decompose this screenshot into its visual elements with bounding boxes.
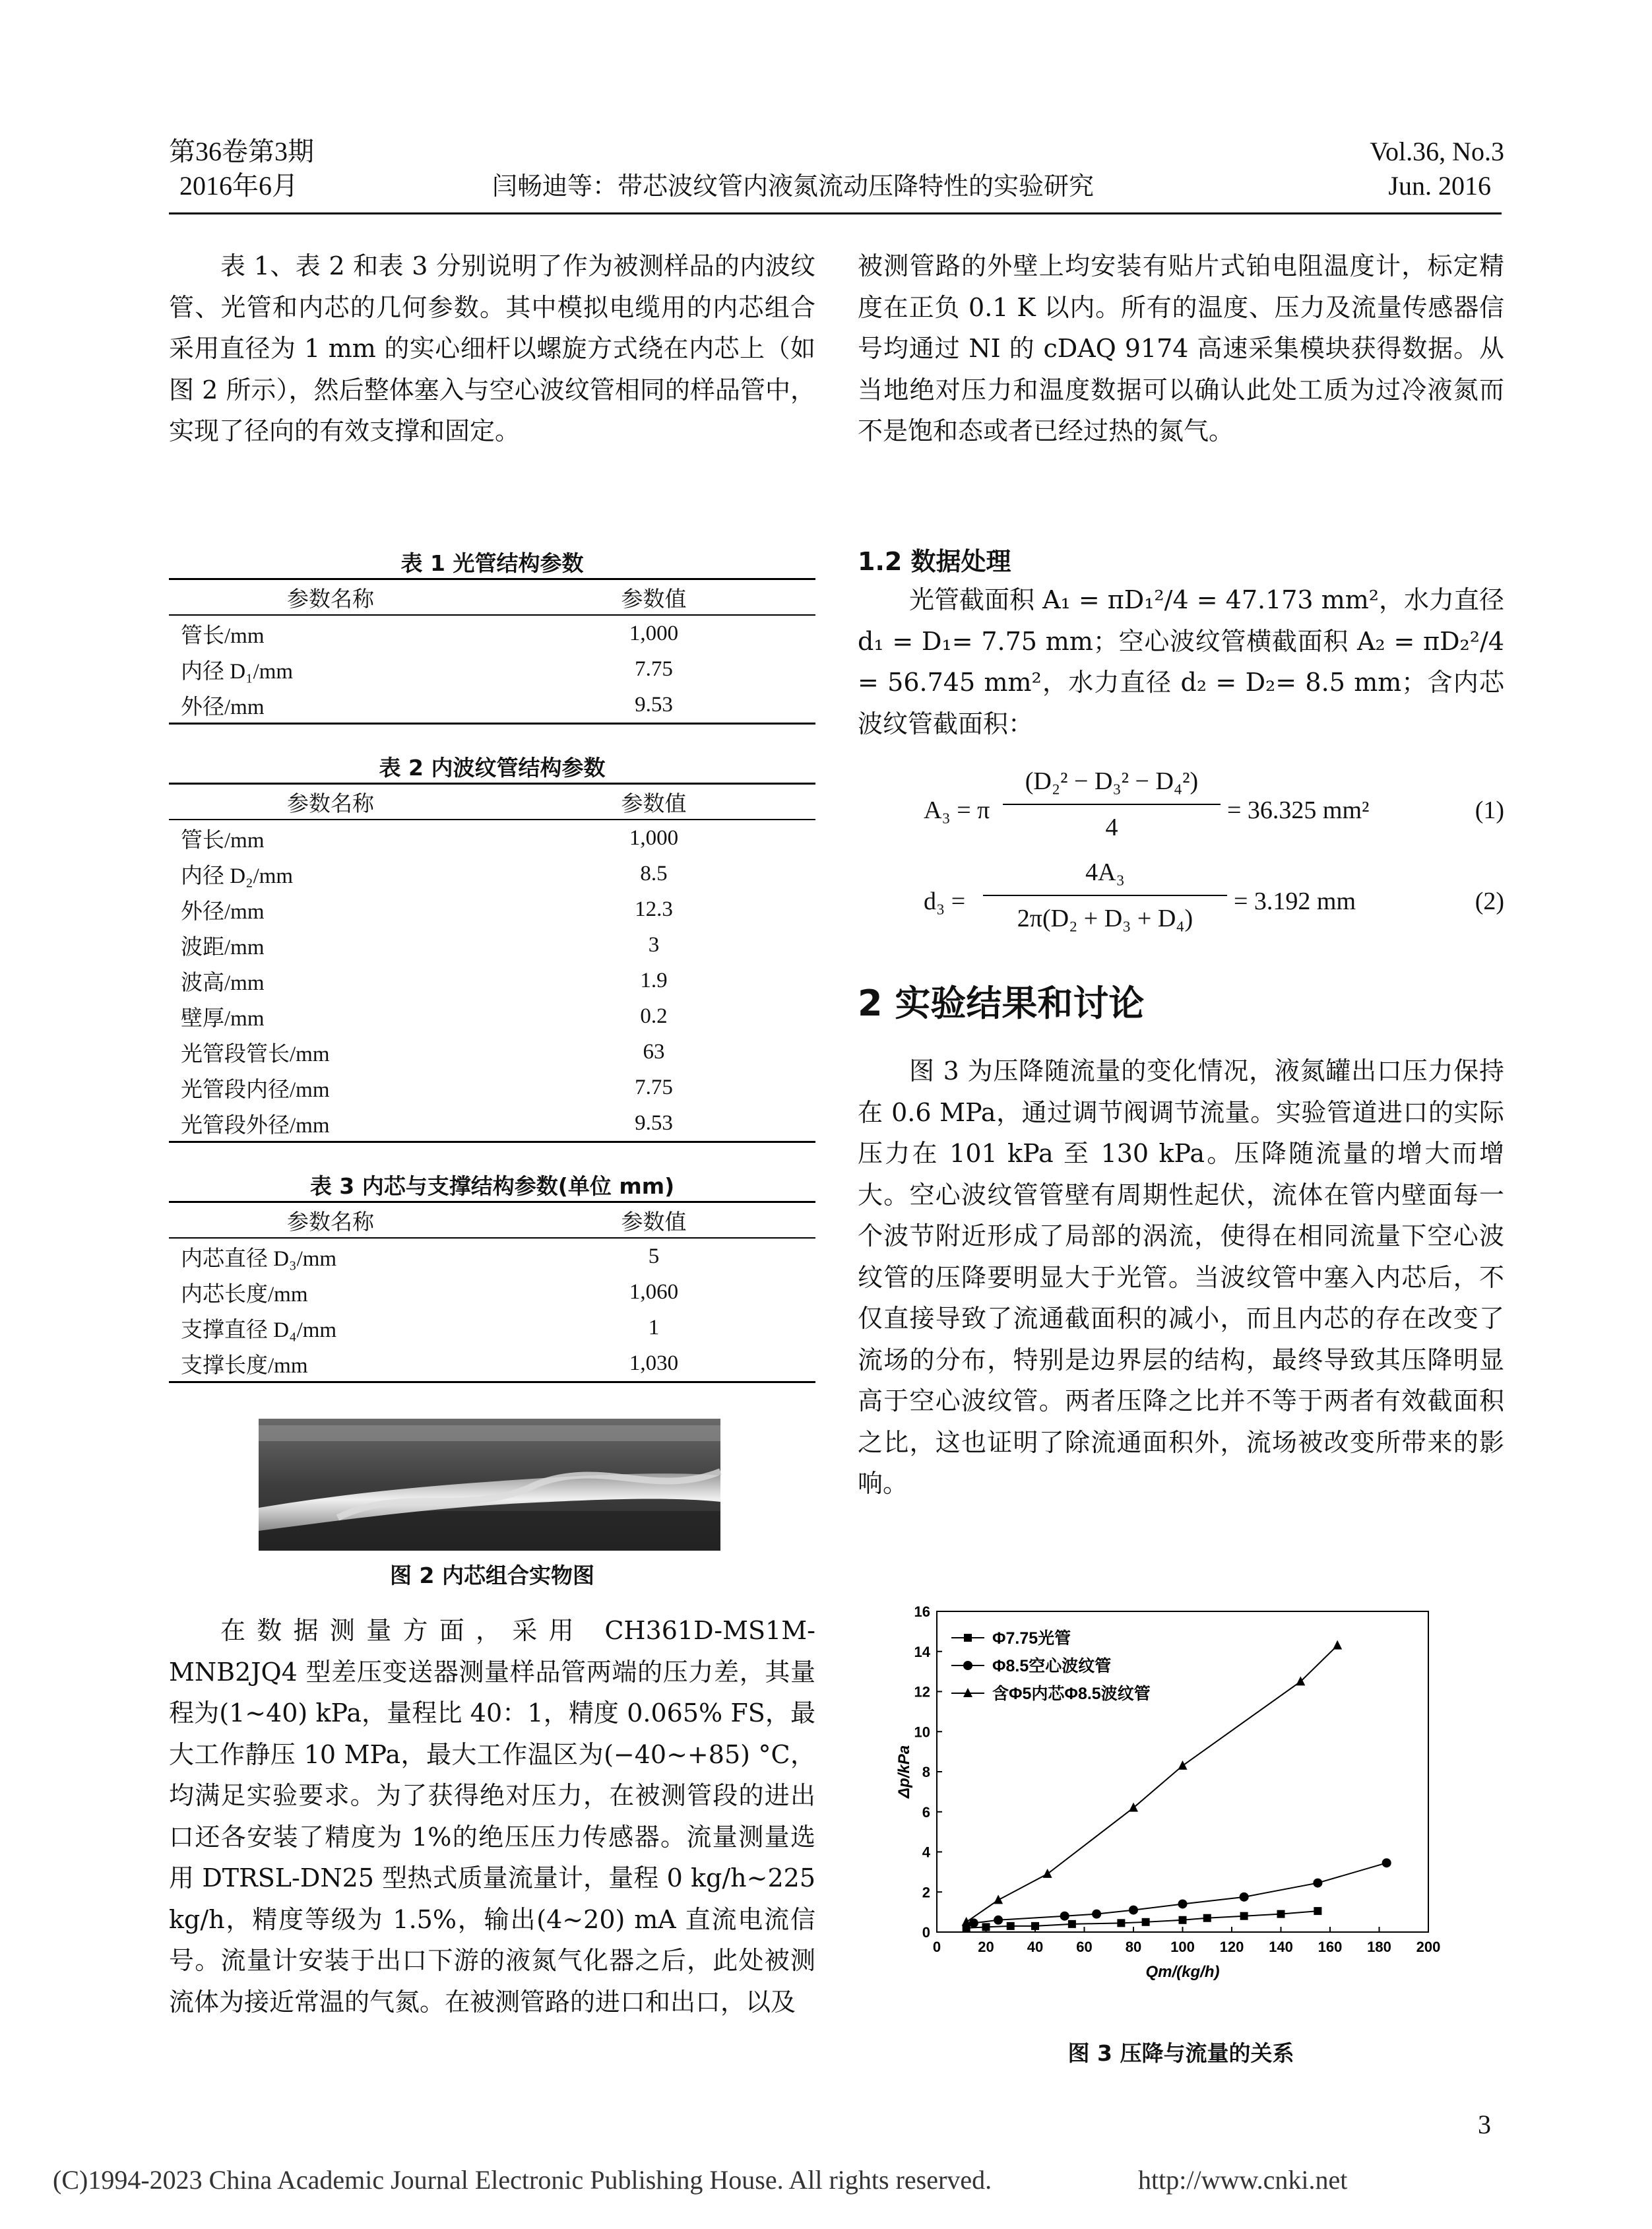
legend-label: Φ7.75光管 [992,1629,1071,1648]
table2-header-value: 参数值 [492,784,815,820]
data-point [1092,1910,1101,1919]
x-tick-label: 200 [1416,1939,1441,1955]
x-axis-label: Qm/(kg/h) [1145,1963,1220,1981]
data-point [1129,1803,1138,1812]
table-row: 外径/mm 12.3 [181,897,673,924]
table2-caption: 表 2 内波纹管结构参数 [379,755,606,781]
table1-caption: 表 1 光管结构参数 [400,550,584,576]
legend-marker [963,1661,972,1670]
data-point [1203,1914,1211,1922]
y-tick-label: 0 [922,1924,930,1941]
header-volume: 第36卷第3期 [169,137,314,166]
x-tick-label: 140 [1269,1939,1293,1955]
table-2 [169,783,815,1143]
x-tick-label: 40 [1027,1939,1044,1955]
table-row: 壁厚/mm 0.2 [181,1004,668,1031]
cnki-url: http://www.cnki.net [1138,2165,1348,2195]
legend-label: 含Φ5内芯Φ8.5波纹管 [992,1685,1151,1703]
y-tick-label: 2 [922,1884,930,1901]
table-row: 光管段外径/mm 9.53 [169,1105,815,1142]
table-row: 内芯直径 D₃/mm 5 [181,1244,660,1271]
y-tick-label: 10 [914,1724,930,1741]
series-line-2 [974,1863,1387,1923]
data-point [1178,1761,1188,1770]
table-row: 光管段内径/mm 7.75 [181,1075,673,1102]
data-point [994,1894,1003,1904]
data-point [1031,1922,1039,1930]
data-point [1240,1892,1249,1902]
table-row: 波距/mm 3 [181,932,660,959]
y-axis-label: Δp/kPa [895,1745,913,1799]
y-tick-label: 12 [914,1683,930,1700]
table-row: 光管段管长/mm 63 [181,1039,665,1066]
core-assembly-photo [259,1419,720,1551]
legend-label: Φ8.5空心波纹管 [992,1657,1112,1675]
table-row: 外径/mm 9.53 [169,687,815,724]
data-point [1179,1916,1187,1924]
table-row: 管长/mm 1,000 [181,621,679,648]
header-volume-en: Vol.36, No.3 [1370,137,1504,166]
table-row: 波高/mm 1.9 [181,968,668,995]
figure3-caption: 图 3 压降与流量的关系 [1067,2040,1294,2066]
data-point [1277,1910,1285,1918]
table-row: 支撑直径 D₄/mm 1 [181,1315,660,1342]
right-paragraph-2: 光管截面积 A₁ = πD₁²/4 = 47.173 mm²，水力直径 d₁ = D₁= 7.75 mm；空心波纹管横截面积 A₂ = πD₂²/4 = 56.745 mm²，水力直径 d₂ = D₂= 8.5 mm；含内芯波纹管截面积： [858,585,1504,738]
y-tick-label: 16 [914,1603,930,1620]
table-row: 内径 D₂/mm 8.5 [181,861,668,888]
table1-header-value: 参数值 [492,579,815,616]
y-tick-label: 6 [922,1803,930,1821]
data-point [1060,1912,1069,1921]
table-row: 内芯长度/mm 1,060 [181,1279,679,1307]
data-point [1142,1918,1150,1926]
right-paragraph-1: 被测管路的外壁上均安装有贴片式铂电阻温度计，标定精度在正负 0.1 K 以内。所有的温度、压力及流量传感器信号均通过 NI 的 cDAQ 9174 高速采集模块获得数据。从当地绝对压力和温度数据可以确认此处工质为过冷液氮而不是饱和态或者已经过热的氮气。 [858,251,1504,445]
data-point [1240,1912,1248,1920]
data-point [1007,1922,1015,1930]
table-row: 内径 D₁/mm 7.75 [181,657,673,684]
header-date: 2016年6月 [179,171,298,201]
left-paragraph-1: 表 1、表 2 和表 3 分别说明了作为被测样品的内波纹管、光管和内芯的几何参数。其中模拟电缆用的内芯组合采用直径为 1 mm 的实心细杆以螺旋方式绕在内芯上（如图 2 所示），然后整体塞入与空心波纹管相同的样品管中，实现了径向的有效支撑和固定。 [169,251,815,445]
x-tick-label: 180 [1367,1939,1391,1955]
y-tick-label: 8 [922,1764,930,1780]
data-point [1333,1640,1342,1650]
table-row: 管长/mm 1,000 [181,825,679,853]
x-tick-label: 20 [978,1939,994,1955]
table1-header-name: 参数名称 [169,579,492,616]
data-point [1382,1858,1391,1867]
data-point [1178,1899,1188,1908]
x-tick-label: 80 [1125,1939,1142,1955]
pressure-drop-chart [897,1597,1451,1999]
section-1-2-heading: 1.2 数据处理 [858,547,1011,576]
section-2-heading: 2 实验结果和讨论 [858,983,1145,1024]
equation-1: A₃ = π (D₂² − D₃² − D₄²) 4 = 36.325 mm² (1) [924,767,1504,841]
data-point [982,1923,990,1931]
legend-marker [964,1634,972,1642]
x-tick-label: 120 [1219,1939,1244,1955]
right-paragraph-3: 图 3 为压降随流量的变化情况，液氮罐出口压力保持在 0.6 MPa，通过调节阀调节流量。实验管道进口的实际压力在 101 kPa 至 130 kPa。压降随流量的增大而增大。空心波纹管管壁有周期性起伏，流体在管内壁面每一个波节附近形成了局部的涡流，使得在相同流量下空心波纹管的压降要明显大于光管。当波纹管中塞入内芯后，不仅直接导致了流通截面积的减小，而且内芯的存在改变了流场的分布，特别是边界层的结构，最终导致其压降明显高于空心波纹管。两者压降之比并不等于两者有效截面积之比，这也证明了除流通面积外，流场被改变所带来的影响。 [858,1056,1504,1498]
data-point [994,1916,1003,1925]
x-tick-label: 100 [1170,1939,1195,1955]
y-tick-label: 14 [914,1643,930,1660]
header-date-en: Jun. 2016 [1388,171,1491,201]
table-row: 支撑长度/mm 1,030 [169,1345,815,1382]
table3-header-value: 参数值 [492,1202,815,1239]
copyright-notice: (C)1994-2023 China Academic Journal Electronic Publishing House. All rights reserved. [53,2165,992,2195]
data-point [1117,1919,1125,1927]
running-title: 闫畅迪等：带芯波纹管内液氮流动压降特性的实验研究 [492,172,1095,201]
table3-caption: 表 3 内芯与支撑结构参数(单位 mm) [309,1173,675,1199]
x-tick-label: 60 [1076,1939,1093,1955]
figure2-caption: 图 2 内芯组合实物图 [390,1563,594,1588]
table3-header-name: 参数名称 [169,1202,492,1239]
data-point [1068,1920,1076,1928]
y-tick-label: 4 [922,1844,930,1861]
x-tick-label: 160 [1318,1939,1343,1955]
equation-2: d₃ = 4A₃ 2π(D₂ + D₃ + D₄) = 3.192 mm (2) [924,858,1504,932]
data-point [1129,1906,1138,1915]
data-point [1313,1879,1322,1888]
table-1 [169,578,815,725]
page-number: 3 [1478,2110,1491,2139]
table-3 [169,1201,815,1383]
data-point [1043,1869,1052,1878]
x-tick-label: 0 [932,1939,941,1955]
table2-header-name: 参数名称 [169,784,492,820]
header-rule [169,212,1502,214]
left-paragraph-2: 在数据测量方面，采用 CH361D-MS1M-MNB2JQ4 型差压变送器测量样品管两端的压力差，其量程为(1~40) kPa，量程比 40：1，精度 0.065% FS，最大工作静压 10 MPa，最大工作温区为(−40~+85) °C，均满足实验要求。为了获得绝对压力，在被测管段的进出口还各安装了精度为 1%的绝压压力传感器。流量测量选用 DTRSL-DN25 型热式质量流量计，量程 0 kg/h~225 kg/h，精度等级为 1.5%，输出(4~20) mA 直流电流信号。流量计安装于出口下游的液氮气化器之后，此处被测流体为接近常温的气氮。在被测管路的进口和出口，以及 [169,1616,815,2017]
data-point [1314,1907,1321,1915]
